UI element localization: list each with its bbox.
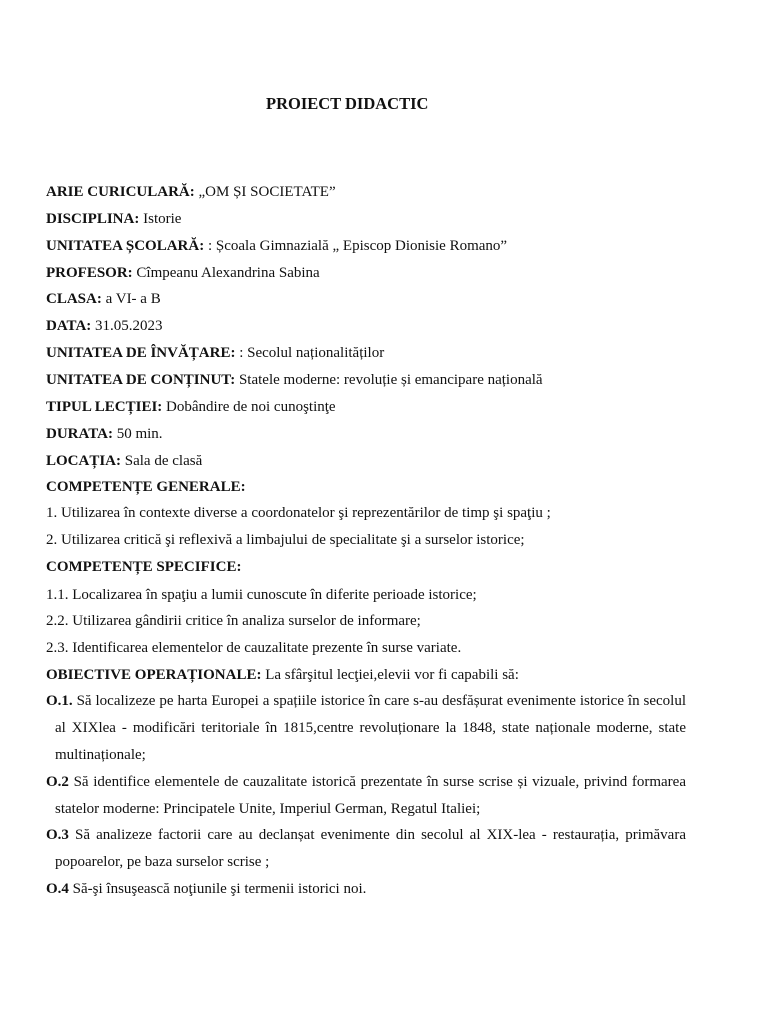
- field-tipul-lectiei: [46, 397, 336, 417]
- objective-text: Să identifice elementele de cauzalitate istorică prezentate în surse scrise și vizuale, privind formarea statelor moderne: Principatele Unite, Imperiul German, Regatul Italiei;: [55, 774, 686, 817]
- objective-item: [46, 688, 686, 769]
- objective-item: [46, 822, 686, 876]
- field-value: Statele moderne: revoluție și emancipare națională: [235, 372, 543, 388]
- field-label: UNITATEA ȘCOLARĂ:: [46, 238, 205, 254]
- objective-item: [46, 769, 686, 823]
- general-competence-item: 2. Utilizarea critică şi reflexivă a limbajului de specialitate şi a surselor istorice;: [46, 532, 525, 548]
- field-value: 50 min.: [112, 426, 163, 442]
- field-label: LOCAȚIA:: [46, 453, 122, 469]
- field-value: : Școala Gimnazială „ Episcop Dionisie Romano”: [204, 238, 508, 254]
- section-heading: COMPETENȚE SPECIFICE:: [46, 559, 242, 575]
- field-value: Sala de clasă: [121, 453, 203, 469]
- general-competences-heading: [46, 477, 246, 497]
- specific-competence-item: 1.1. Localizarea în spaţiu a lumii cunoscute în diferite perioade istorice;: [46, 587, 477, 603]
- field-label: UNITATEA DE CONȚINUT:: [46, 372, 236, 388]
- field-data: [46, 316, 163, 336]
- field-value: Dobândire de noi cunoştinţe: [162, 399, 336, 415]
- objective-code: O.1.: [46, 693, 73, 709]
- objective-item: [46, 876, 686, 903]
- field-label: DURATA:: [46, 426, 113, 442]
- field-unitatea-scolara: [46, 236, 507, 256]
- objectives-intro: La sfârşitul lecţiei,elevii vor fi capabili să:: [261, 667, 519, 683]
- field-label: DATA:: [46, 318, 92, 334]
- objectives-heading: [46, 665, 519, 685]
- specific-competence-item: 2.3. Identificarea elementelor de cauzalitate prezente în surse variate.: [46, 640, 462, 656]
- section-heading: COMPETENȚE GENERALE:: [46, 479, 246, 495]
- objective-code: O.2: [46, 774, 69, 790]
- specific-competence-item: 2.2. Utilizarea gândirii critice în analiza surselor de informare;: [46, 613, 421, 629]
- field-value: 31.05.2023: [91, 318, 163, 334]
- field-label: TIPUL LECȚIEI:: [46, 399, 163, 415]
- objective-code: O.3: [46, 827, 69, 843]
- document-title: PROIECT DIDACTIC: [266, 94, 429, 113]
- field-label: PROFESOR:: [46, 265, 133, 281]
- field-value: Cîmpeanu Alexandrina Sabina: [132, 265, 320, 281]
- field-value: Istorie: [139, 211, 182, 227]
- objective-code: O.4: [46, 881, 69, 897]
- objective-text: Să localizeze pe harta Europei a spațiile istorice în care s-au desfășurat evenimente istorice în secolul al XIXlea - modificări teritoriale în 1815,centre revoluționare la 1848, state naționale moderne, state multinaționale;: [55, 693, 686, 763]
- field-label: DISCIPLINA:: [46, 211, 140, 227]
- field-value: : Secolul naționalităților: [235, 345, 385, 361]
- field-label: CLASA:: [46, 291, 102, 307]
- field-unitatea-de-invatare: [46, 343, 384, 363]
- field-value: „OM ȘI SOCIETATE”: [194, 184, 336, 200]
- field-arie-curriculara: [46, 182, 336, 202]
- field-disciplina: [46, 209, 181, 229]
- specific-competences-heading: [46, 557, 241, 577]
- field-value: a VI- a B: [101, 291, 161, 307]
- field-label: UNITATEA DE ÎNVĂȚARE:: [46, 345, 236, 361]
- field-durata: [46, 424, 163, 444]
- field-label: ARIE CURICULARĂ:: [46, 184, 195, 200]
- objective-text: Să analizeze factorii care au declanșat evenimente din secolul al XIX-lea - restaurația, primăvara popoarelor, pe baza surselor scrise ;: [55, 827, 686, 870]
- section-heading: OBIECTIVE OPERAȚIONALE:: [46, 667, 262, 683]
- general-competence-item: 1. Utilizarea în contexte diverse a coordonatelor şi reprezentărilor de timp şi spaţiu ;: [46, 505, 551, 521]
- objective-text: Să-şi însuşească noţiunile şi termenii istorici noi.: [68, 881, 367, 897]
- field-clasa: [46, 289, 161, 309]
- field-unitatea-de-continut: [46, 370, 543, 390]
- field-locatia: [46, 451, 202, 471]
- field-profesor: [46, 263, 320, 283]
